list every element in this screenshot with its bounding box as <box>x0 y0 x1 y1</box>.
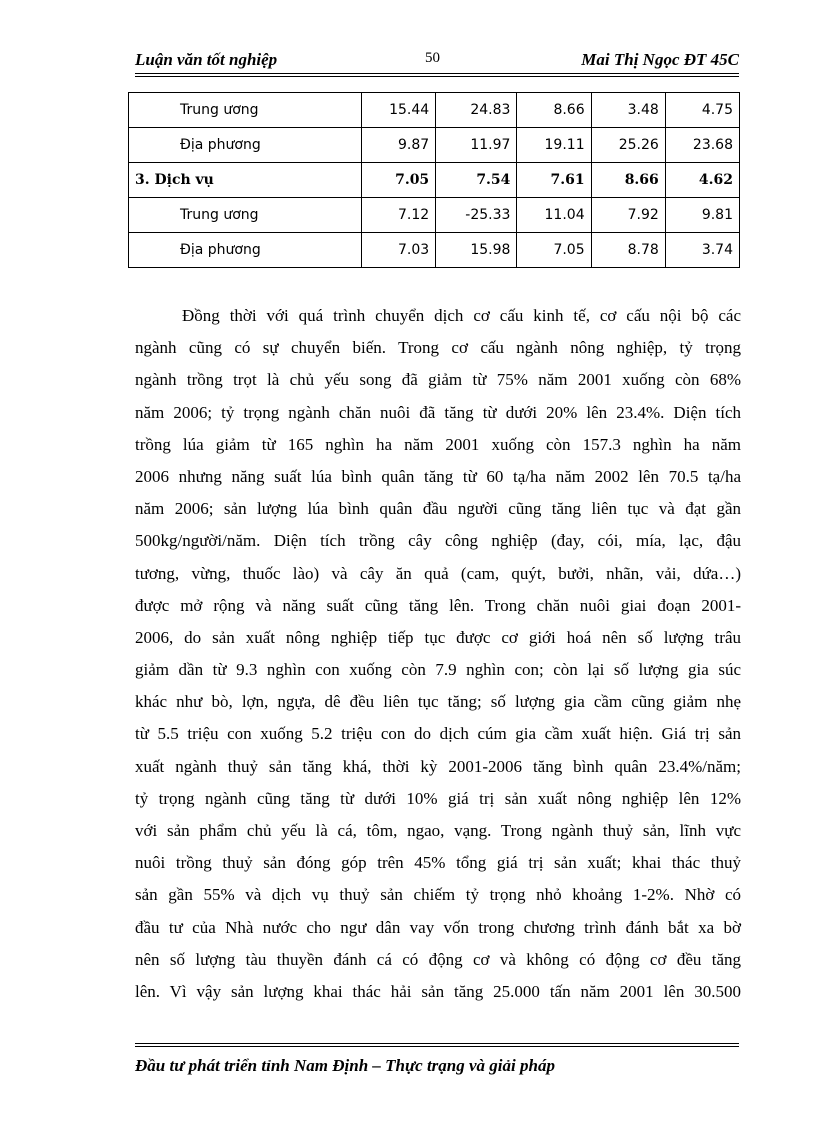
row-label: Địa phương <box>129 128 362 163</box>
table-cell: 4.62 <box>665 163 739 198</box>
text-line: ngành cũng có sự chuyển biến. Trong cơ cấu ngành nông nghiệp, tỷ trọng <box>135 338 741 358</box>
text-line: đầu tư của Nhà nước cho ngư dân vay vốn trong chương trình đánh bắt xa bờ <box>135 917 741 937</box>
table-cell: 19.11 <box>517 128 591 163</box>
page-footer: Đầu tư phát triển tỉnh Nam Định – Thực trạng và giải pháp <box>135 1056 555 1075</box>
text-line: ngành trồng trọt là chủ yếu song đã giảm từ 75% năm 2001 xuống còn 68% <box>135 370 741 390</box>
table-cell: 23.68 <box>665 128 739 163</box>
text-line: sản gần 55% và dịch vụ thuỷ sản chiếm tỷ trọng nhỏ khoảng 1-2%. Nhờ có <box>135 885 741 905</box>
text-line: 2006 nhưng năng suất lúa bình quân tăng từ 60 tạ/ha năm 2002 lên 70.5 tạ/ha <box>135 466 741 486</box>
row-label: Địa phương <box>129 233 362 268</box>
header-author-right: Mai Thị Ngọc ĐT 45C <box>581 50 739 69</box>
text-line: 500kg/người/năm. Diện tích trồng cây công nghiệp (đay, cói, mía, lạc, đậu <box>135 531 741 551</box>
text-line: tỷ trọng ngành cũng tăng từ dưới 10% giá trị sản xuất nông nghiệp lên 12% <box>135 788 741 808</box>
header-rule-second <box>135 76 739 77</box>
table-cell: -25.33 <box>436 198 517 233</box>
table-cell: 8.66 <box>591 163 665 198</box>
text-line: được mở rộng và năng suất cũng tăng lên. Trong chăn nuôi giai đoạn 2001- <box>135 595 741 615</box>
text-line: từ 5.5 triệu con xuống 5.2 triệu con do dịch cúm gia cầm xuất hiện. Giá trị sản <box>135 724 741 744</box>
table-cell: 15.98 <box>436 233 517 268</box>
text-line: nên số lượng tàu thuyền đánh cá có động cơ và không có động cơ đều tăng <box>135 949 741 969</box>
table-cell: 15.44 <box>362 93 436 128</box>
text-line: giảm dần từ 9.3 nghìn con xuống còn 7.9 nghìn con; còn lại số lượng gia súc <box>135 660 741 680</box>
text-line: khác như bò, lợn, ngựa, dê đều liên tục tăng; số lượng gia cầm cũng giảm nhẹ <box>135 692 741 712</box>
table-cell: 7.05 <box>517 233 591 268</box>
table-cell: 9.87 <box>362 128 436 163</box>
table-row <box>129 93 740 128</box>
table-cell: 7.12 <box>362 198 436 233</box>
text-line: xuất ngành thuỷ sản tăng khá, thời kỳ 2001-2006 tăng bình quân 23.4%/năm; <box>135 756 741 776</box>
section-label: 3. Dịch vụ <box>129 163 362 198</box>
table-cell: 25.26 <box>591 128 665 163</box>
data-table <box>128 92 740 268</box>
table-row <box>129 198 740 233</box>
table-cell: 7.61 <box>517 163 591 198</box>
text-line: lên. Vì vậy sản lượng khai thác hải sản tăng 25.000 tấn năm 2001 lên 30.500 <box>135 981 741 1001</box>
text-line: nuôi trồng thuỷ sản đóng góp trên 45% tổng giá trị sản xuất; khai thác thuỷ <box>135 853 741 873</box>
table-cell: 7.54 <box>436 163 517 198</box>
page-number: 50 <box>425 50 440 66</box>
table-cell: 7.03 <box>362 233 436 268</box>
text-line: năm 2006; sản lượng lúa bình quân đầu người cũng tăng liên tục và đạt gần <box>135 499 741 519</box>
table-row-section <box>129 163 740 198</box>
table-cell: 3.48 <box>591 93 665 128</box>
footer-rule-second <box>135 1046 739 1047</box>
body-paragraph <box>135 300 741 1008</box>
table-cell: 4.75 <box>665 93 739 128</box>
table-cell: 9.81 <box>665 198 739 233</box>
table-row <box>129 233 740 268</box>
table-cell: 11.97 <box>436 128 517 163</box>
header-rule <box>135 73 739 74</box>
text-line: Đồng thời với quá trình chuyển dịch cơ cấu kinh tế, cơ cấu nội bộ các <box>182 306 741 325</box>
text-line: 2006, do sản xuất nông nghiệp tiếp tục được cơ giới hoá nên số lượng trâu <box>135 627 741 647</box>
table-cell: 24.83 <box>436 93 517 128</box>
table-cell: 3.74 <box>665 233 739 268</box>
footer-rule <box>135 1043 739 1044</box>
text-line: tương, vừng, thuốc lào) và cây ăn quả (cam, quýt, bưởi, nhãn, vải, dứa…) <box>135 563 741 583</box>
header-title-left: Luận văn tốt nghiệp <box>135 50 278 69</box>
table-cell: 8.78 <box>591 233 665 268</box>
row-label: Trung ương <box>129 198 362 233</box>
page-header <box>135 48 739 72</box>
table-cell: 7.92 <box>591 198 665 233</box>
row-label: Trung ương <box>129 93 362 128</box>
text-line: năm 2006; tỷ trọng ngành chăn nuôi đã tăng từ dưới 20% lên 23.4%. Diện tích <box>135 402 741 422</box>
table-cell: 8.66 <box>517 93 591 128</box>
text-line: trồng lúa giảm từ 165 nghìn ha năm 2001 xuống còn 157.3 nghìn ha năm <box>135 434 741 454</box>
text-line: với sản phẩm chủ yếu là cá, tôm, ngao, vạng. Trong ngành thuỷ sản, lĩnh vực <box>135 821 741 840</box>
table-row <box>129 128 740 163</box>
table-cell: 7.05 <box>362 163 436 198</box>
table-cell: 11.04 <box>517 198 591 233</box>
